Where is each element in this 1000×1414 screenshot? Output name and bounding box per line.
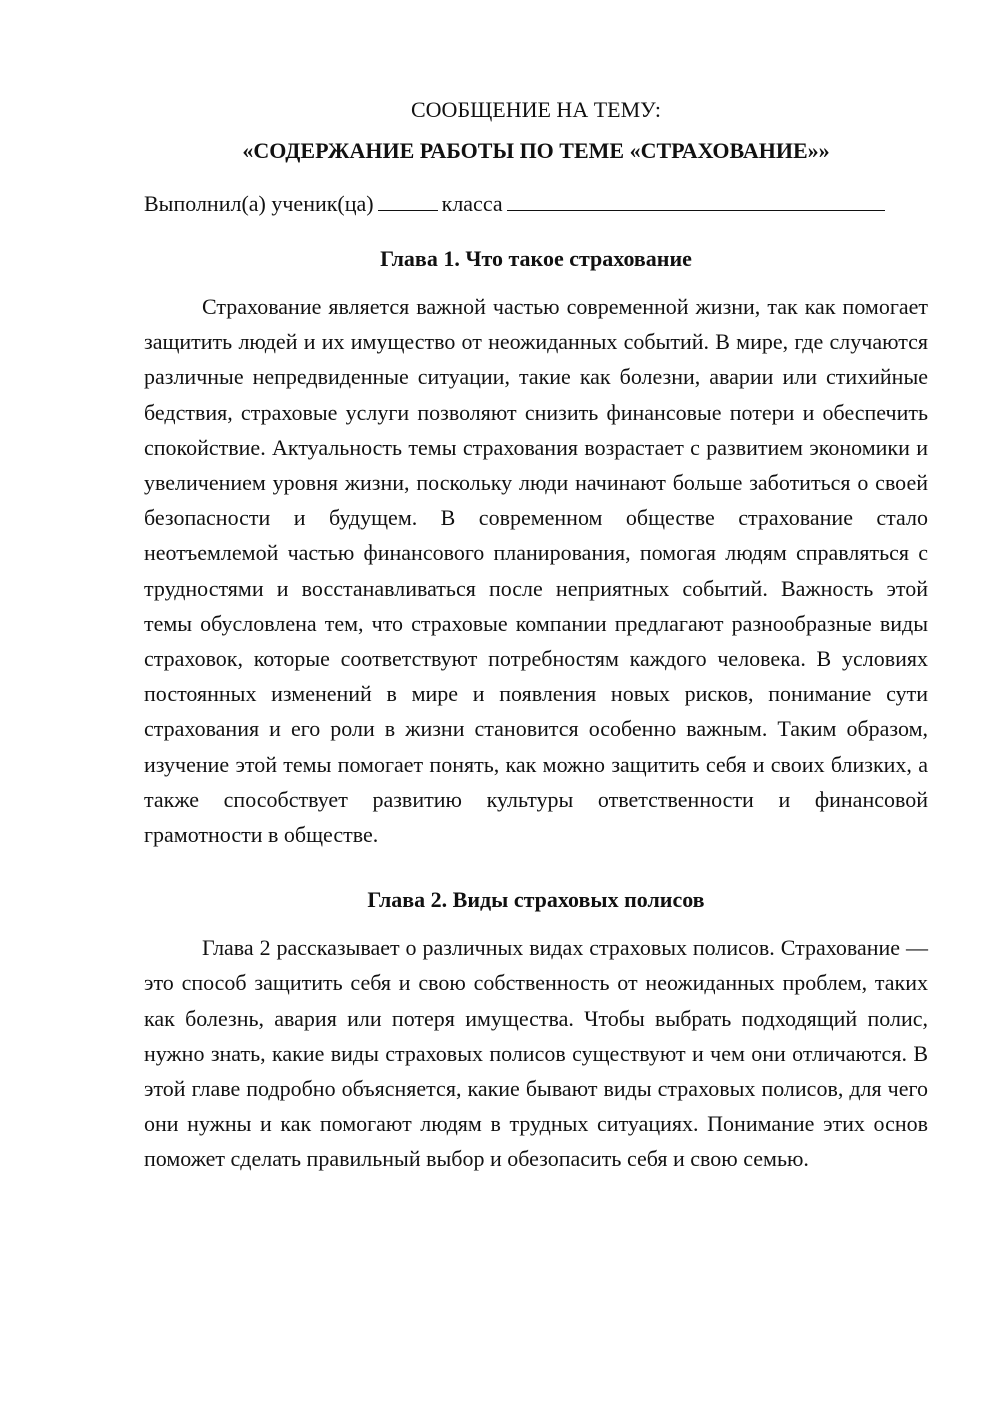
chapter-2-heading: Глава 2. Виды страховых полисов: [367, 887, 705, 913]
class-number-blank: [378, 190, 438, 211]
student-name-blank: [507, 190, 885, 211]
chapter-1-paragraph: Страхование является важной частью современной жизни, так как помогает защитить людей и их имущество от неожиданных событий. В мире, где случаются различные непредвиденные ситуации, такие как болезни, аварии или стихийные бедствия, страховые услуги позволяют снизить финансовые потери и обеспечить спокойствие. Актуальность темы страхования возрастает с развитием экономики и увеличением уровня жизни, поскольку люди начинают больше заботиться о своей безопасности и будущем. В современном обществе страхование стало неотъемлемой частью финансового планирования, помогая людям справляться с трудностями и восстанавливаться после неприятных событий. Важность этой темы обусловлена тем, что страховые компании предлагают разнообразные виды страховок, которые соответствуют потребностям каждого человека. В условиях постоянных изменений в мире и появления новых рисков, понимание сути страхования и его роли в жизни становится особенно важным. Таким образом, изучение этой темы помогает понять, как можно защитить себя и своих близких, а также способствует развитию культуры ответственности и финансовой грамотности в обществе.: [144, 294, 928, 848]
chapter-2-paragraph: Глава 2 рассказывает о различных видах страховых полисов. Страхование — это способ защитить себя и свою собственность от неожиданных проблем, таких как болезнь, авария или потеря имущества. Чтобы выбрать подходящий полис, нужно знать, какие виды страховых полисов существуют и чем они отличаются. В этой главе подробно объясняется, какие бывают виды страховых полисов, для чего они нужны и как помогают людям в трудных ситуациях. Понимание этих основ поможет сделать правильный выбор и обезопасить себя и свою семью.: [144, 935, 928, 1172]
author-line: [144, 186, 928, 222]
author-prefix: Выполнил(а) ученик(ца): [144, 191, 374, 216]
document-subtitle: «СОДЕРЖАНИЕ РАБОТЫ ПО ТЕМЕ «СТРАХОВАНИЕ»»: [242, 138, 830, 163]
document-content: [144, 92, 928, 1177]
document-title: СООБЩЕНИЕ НА ТЕМУ:: [411, 97, 661, 122]
class-word: класса: [441, 191, 503, 216]
chapter-1-heading: Глава 1. Что такое страхование: [380, 246, 692, 271]
